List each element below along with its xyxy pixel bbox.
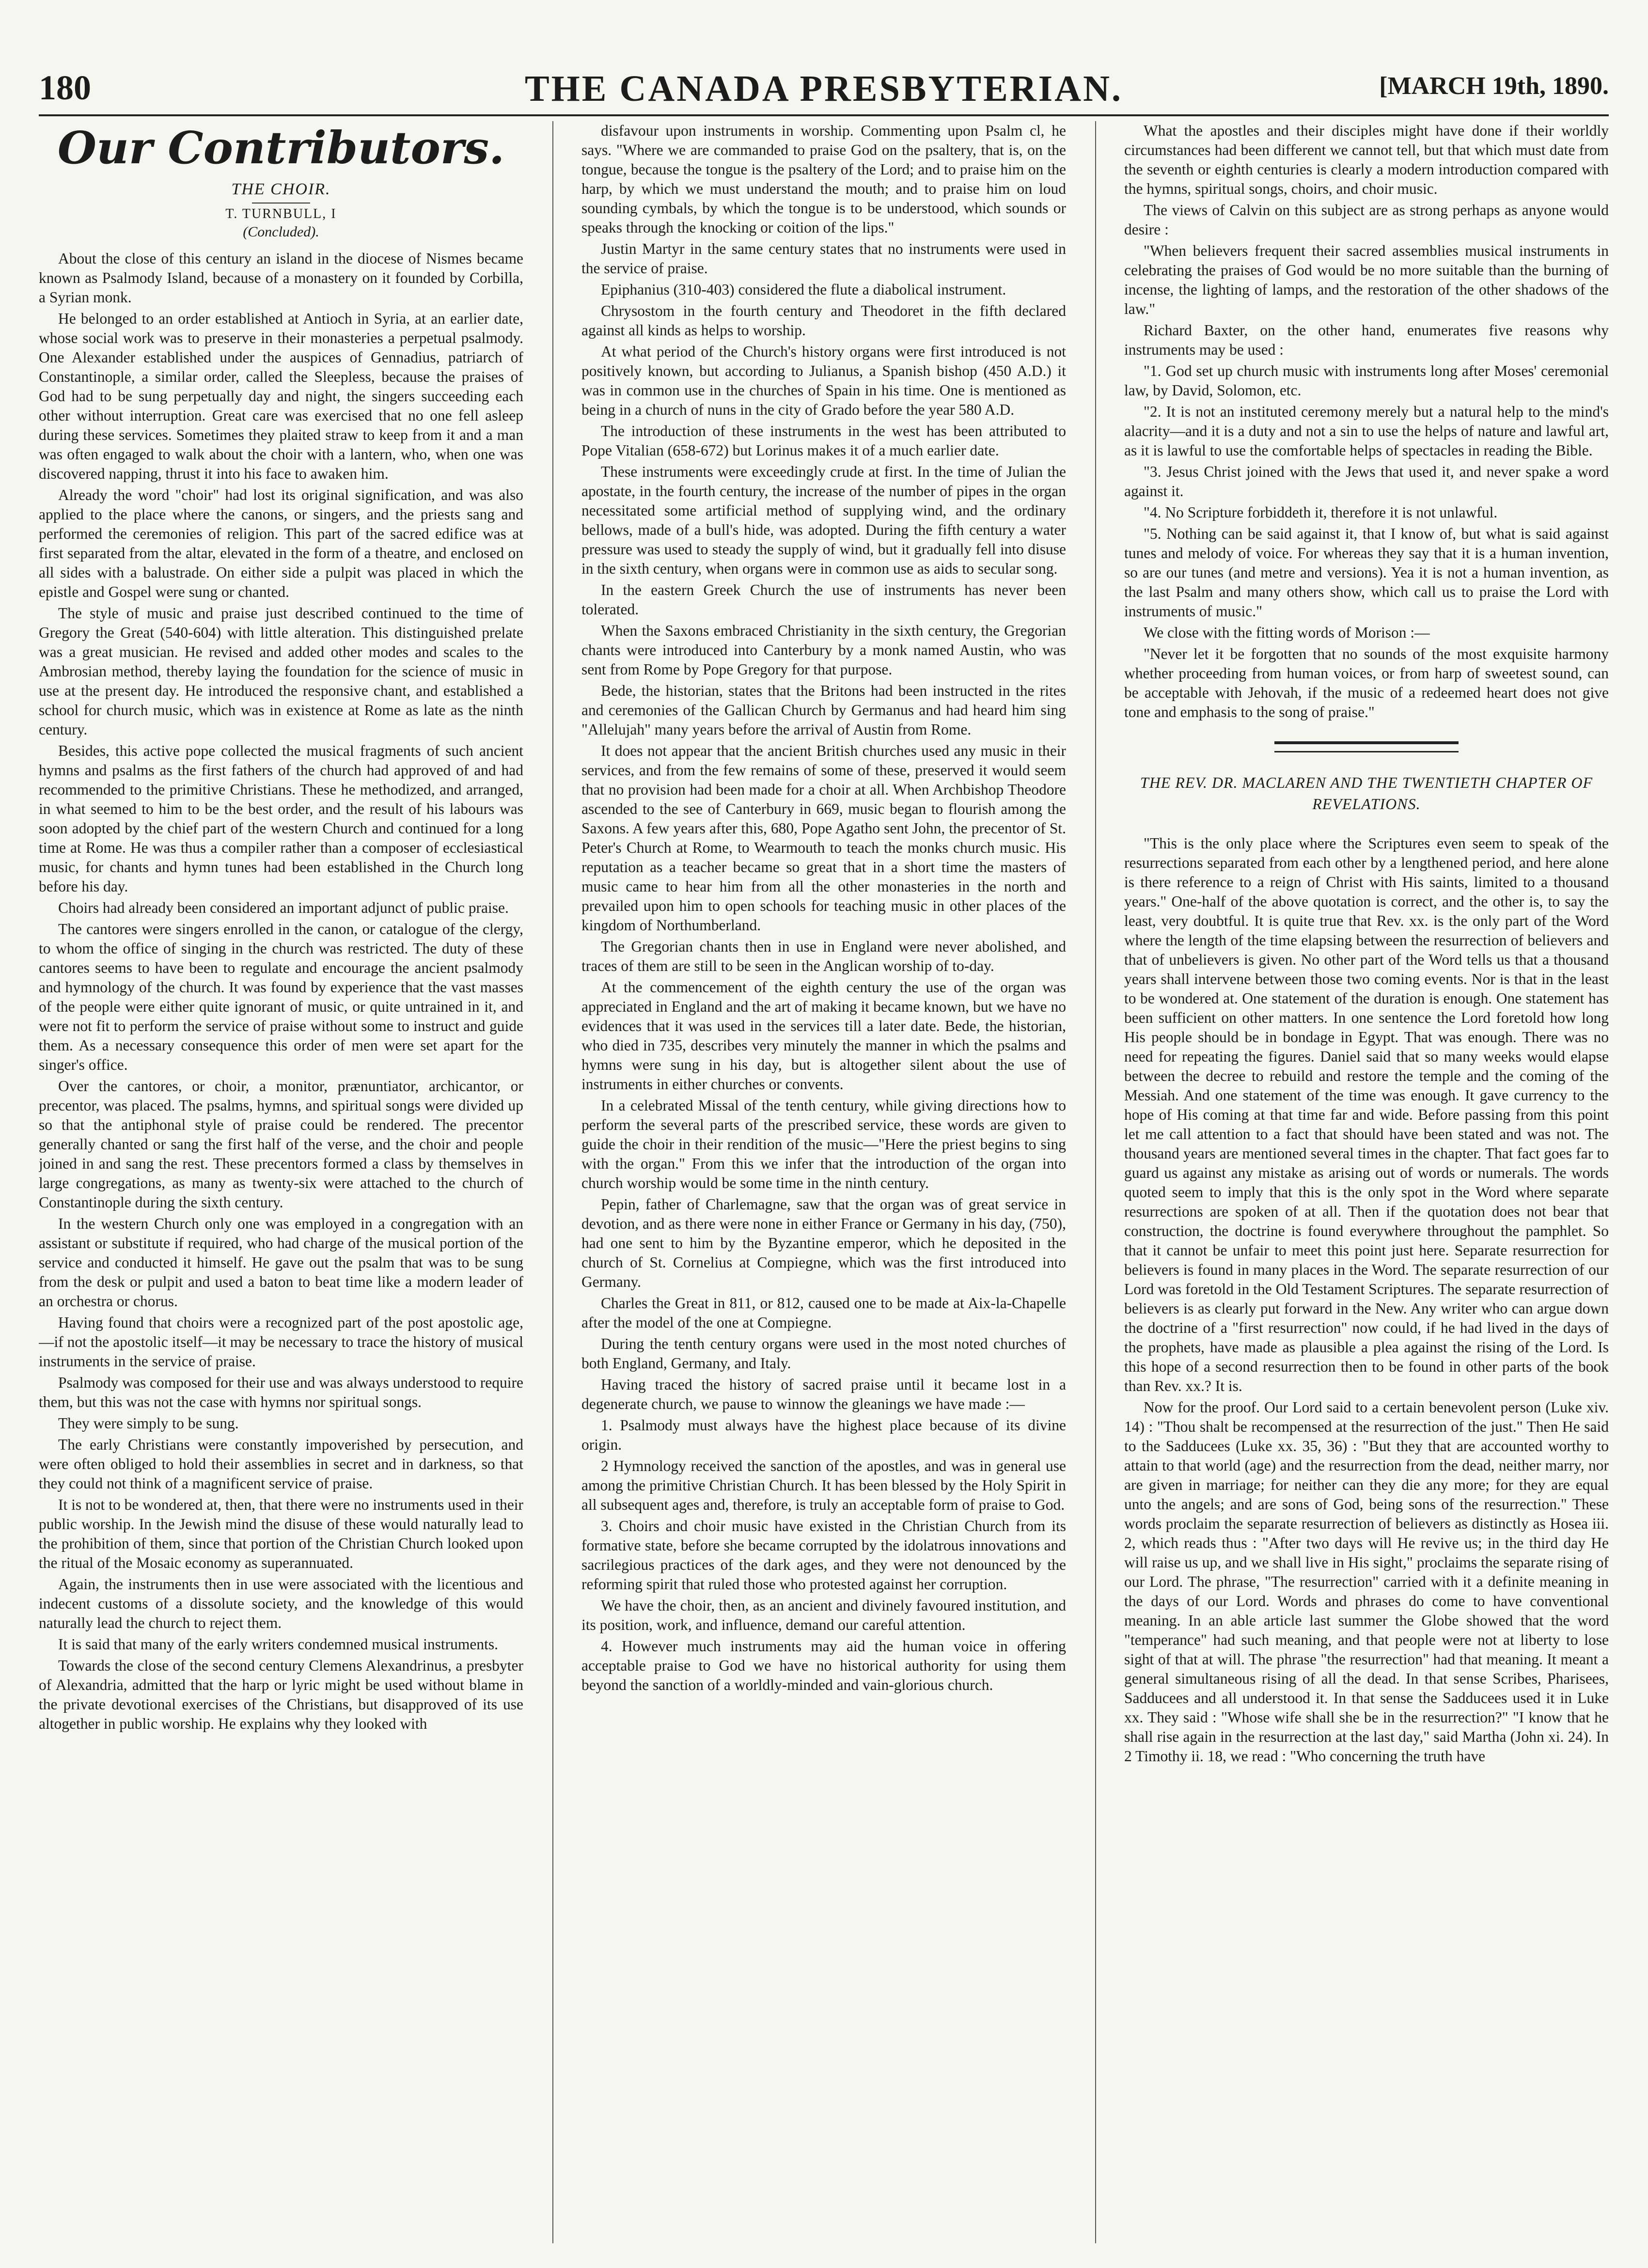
- paragraph: "When believers frequent their sacred assemblies musical instruments in celebrating the praises of God would be no more suitable than the burning of incense, the lighting of lamps, and the restoration of the other shadows of the law.": [1124, 242, 1609, 317]
- paragraph: We close with the fitting words of Morison :—: [1144, 624, 1430, 641]
- column-divider: [552, 121, 553, 2243]
- newspaper-title: THE CANADA PRESBYTERIAN.: [524, 68, 1123, 109]
- paragraph: Choirs had already been considered an important adjunct of public praise.: [58, 899, 509, 916]
- paragraph: The introduction of these instruments in the west has been attributed to Pope Vitalian (658-672) but Lorinus makes it of a much earlier date.: [581, 422, 1066, 459]
- paragraph: Over the cantores, or choir, a monitor, prænuntiator, archicantor, or precentor, was placed. The psalms, hymns, and spiritual songs were divided up so that the antiphonal style of praise could be rendered. The precentor generally chanted or sang the first half of the verse, and the choir and people joined in and sang the rest. These precentors formed a class by themselves in large congregations, as many as twenty-six were attached to the church of Constantinople during the sixth century.: [39, 1078, 523, 1211]
- paragraph: Epiphanius (310-403) considered the flute a diabolical instrument.: [601, 281, 1006, 298]
- article-author: T. TURNBULL, I: [225, 206, 337, 221]
- paragraph: The cantores were singers enrolled in the canon, or catalogue of the clergy, to whom the office of singing in the church was restricted. The duty of these cantores seems to have been to regulate and encourage the ancient psalmody and hymnology of the church. It was found by experience that the vast masses of the people were either quite ignorant of music, or quite untrained in it, and were not fit to perform the service of praise without some to instruct and guide them. As a necessary consequence this order of men were set apart for the singer's office.: [39, 921, 523, 1073]
- paragraph: It does not appear that the ancient British churches used any music in their services, and from the few remains of some of these, preserved it would seem that no provision had been made for a choir at all. When Archbishop Theodore ascended to the see of Canterbury in 669, music began to flourish among the Saxons. A few years after this, 680, Pope Agatho sent John, the precentor of St. Peter's Church at Rome, to Wearmouth to teach the monks church music. His reputation as a teacher became so great that in a short time the masters of music came to hear him from all the other monasteries in the north and prevailed upon him to open schools for teaching music in other places of the kingdom of Northumberland.: [581, 742, 1066, 934]
- paragraph: 2 Hymnology received the sanction of the apostles, and was in general use among the primitive Christian Church. It has been blessed by the Holy Spirit in all subsequent ages and, therefore, is truly an acceptable form of praise to God.: [581, 1457, 1066, 1513]
- paragraph: "1. God set up church music with instruments long after Moses' ceremonial law, by David, Solomon, etc.: [1124, 362, 1609, 399]
- paragraph: "This is the only place where the Scriptures even seem to speak of the resurrections separated from each other by a lengthened period, and here alone is there reference to a reign of Christ with His saints, limited to a thousand years." One-half of the above quotation is correct, and the other is, to say the least, very doubtful. It is quite true that Rev. xx. is the only part of the Word where the length of the time elapsing between the resurrection of believers and that of unbelievers is given. No other part of the Word tells us that a thousand years shall intervene between those two coming events. Nor is that in the least to be wondered at. One statement of the duration is enough. One statement has been sufficient on other matters. In one sentence the Lord foretold how long His people should be in bondage in Egypt. That was enough. There was no need for repeating the figures. Daniel said that so many weeks would elapse between the decree to rebuild and restore the temple and the coming of the Messiah. And one statement of the time was enough. It gave currency to the hope of His coming at that time far and wide. Before passing from this point let me call attention to a fact that should have been stated and was not. The thousand years are mentioned several times in the chapter. That fact goes far to guard us against any mistake as arising out of words or numerals. The words quoted seem to imply that this is the only spot in the Word where separate resurrections are spoken of at all. Then if the quotation does not bear that construction, the doctrine is found everywhere throughout the pamphlet. So that it cannot be unfair to meet this point just here. Separate resurrection for believers is found in many places in the Word. The separate resurrection of our Lord was foretold in the Old Testament Scriptures. The separate resurrection of believers is as clearly put forward in the New. Any writer who can argue down the doctrine of a "first resurrection" now could, if he had lived in the days of the prophets, have made as plausible a plea against the rising of the Lord. Is this hope of a second resurrection then to be found in other parts of the book than Rev. xx.? It is.: [1124, 835, 1609, 1394]
- paragraph: "5. Nothing can be said against it, that I know of, but what is said against tunes and melody of voice. For whereas they say that it is a human invention, so are our tunes (and metre and versions). Yea it is not a human invention, as the last Psalm and many others show, which call us to praise the Lord with instruments of music.": [1124, 525, 1609, 620]
- paragraph: In a celebrated Missal of the tenth century, while giving directions how to perform the several parts of the prescribed service, these words are given to guide the choir in their rendition of the music—"Here the priest begins to sing with the organ." From this we infer that the introduction of the organ into church worship would be some time in the ninth century.: [581, 1097, 1066, 1191]
- paragraph: disfavour upon instruments in worship. Commenting upon Psalm cl, he says. "Where we are commanded to praise God on the psaltery, that is, on the tongue, because the tongue is the psaltery of the Lord; and to praise him on the harp, by which we must understand the mouth; and to praise him on loud sounding cymbals, by which the tongue is to be understood, which sounds or speaks through the knocking or coition of the lips.": [581, 122, 1066, 236]
- paragraph: These instruments were exceedingly crude at first. In the time of Julian the apostate, in the fourth century, the increase of the number of pipes in the organ necessitated some artificial method of supplying wind, and the ordinary bellows, made of a bull's hide, was adopted. During the fifth century a water pressure was used to steady the supply of wind, but it gradually fell into disuse in the sixth century, when organs were in common use as aids to secular song.: [581, 463, 1066, 577]
- paragraph: Justin Martyr in the same century states that no instruments were used in the service of praise.: [581, 240, 1066, 277]
- column-divider: [1095, 121, 1096, 2243]
- paragraph: "Never let it be forgotten that no sounds of the most exquisite harmony whether proceeding from human voices, or from harp of sweetest sound, can be acceptable with Jehovah, if the music of a redeemed heart does not give tone and emphasis to the song of praise.": [1124, 645, 1609, 720]
- paragraph: At the commencement of the eighth century the use of the organ was appreciated in England and the art of making it became known, but we have no evidences that it was used in the services till a later date. Bede, the historian, who died in 735, describes very minutely the manner in which the psalms and hymns were sung in his day, but is altogether silent about the use of instruments in either churches or convents.: [581, 979, 1066, 1093]
- paragraph: Having traced the history of sacred praise until it became lost in a degenerate church, we pause to winnow the gleanings we have made :—: [581, 1376, 1066, 1412]
- paragraph: 3. Choirs and choir music have existed in the Christian Church from its formative state, before she became corrupted by the idolatrous innovations and sacrilegious practices of the dark ages, and they were not denounced by the reforming spirit that ruled those who protested against her corruption.: [581, 1517, 1066, 1593]
- paragraph: Chrysostom in the fourth century and Theodoret in the fifth declared against all kinds as helps to worship.: [581, 302, 1066, 339]
- issue-date: [MARCH 19th, 1890.: [1379, 72, 1609, 100]
- article-note: (Concluded).: [243, 224, 319, 240]
- header-rule: [39, 114, 1609, 116]
- paragraph: Richard Baxter, on the other hand, enumerates five reasons why instruments may be used :: [1124, 322, 1609, 358]
- article-body: [581, 121, 1066, 1695]
- article-body: [1124, 121, 1609, 722]
- paragraph: The Gregorian chants then in use in England were never abolished, and traces of them are still to be seen in the Anglican worship of to-day.: [581, 938, 1066, 974]
- paragraph: Bede, the historian, states that the Britons had been instructed in the rites and ceremonies of the Gallican Church by Germanus and had heard him sing "Allelujah" many years before the arrival of Austin from Rome.: [581, 682, 1066, 738]
- article-body: [39, 249, 523, 1734]
- column-1: [39, 121, 523, 2243]
- section-title: Our Contributors.: [57, 122, 505, 174]
- paragraph: In the western Church only one was employed in a congregation with an assistant or substitute if required, who had charge of the musical portion of the service and conducted it himself. He gave out the psalm that was to be sung from the desk or pulpit and used a baton to beat time like a modern leader of an orchestra or chorus.: [39, 1215, 523, 1310]
- paragraph: We have the choir, then, as an ancient and divinely favoured institution, and its position, work, and influence, demand our careful attention.: [581, 1597, 1066, 1633]
- article-body: [1124, 834, 1609, 1766]
- section-ornament: [1274, 741, 1459, 752]
- paragraph: When the Saxons embraced Christianity in the sixth century, the Gregorian chants were introduced into Canterbury by a monk named Austin, who was sent from Rome by Pope Gregory for that purpose.: [581, 622, 1066, 678]
- paragraph: Psalmody was composed for their use and was always understood to require them, but this was not the case with hymns nor spiritual songs.: [39, 1374, 523, 1410]
- paragraph: The early Christians were constantly impoverished by persecution, and were often obliged to hold their assemblies in secret and in darkness, so that they could not think of a magnificent service of praise.: [39, 1436, 523, 1492]
- paragraph: 4. However much instruments may aid the human voice in offering acceptable praise to God we have no historical authority for using them beyond the sanction of a worldly-minded and vain-glorious church.: [581, 1638, 1066, 1693]
- paragraph: Besides, this active pope collected the musical fragments of such ancient hymns and psalms as the first fathers of the church had approved of and had recommended to the primitive Christians. These he methodized, and arranged, in what seemed to him to be the best order, and the result of his labours was soon adopted by the chief part of the western Church and continued for a long time at Rome. He was thus a compiler rather than a composer of ecclesiastical music, for chants and hymn tunes had been established in the Church long before his day.: [39, 742, 523, 895]
- paragraph: What the apostles and their disciples might have done if their worldly circumstances had been different we cannot tell, but that which must date from the seventh or eighth centuries is clearly a modern introduction compared with the hymns, spiritual songs, choirs, and choir music.: [1124, 122, 1609, 197]
- column-2: [581, 121, 1066, 2243]
- paragraph: Pepin, father of Charlemagne, saw that the organ was of great service in devotion, and as there were none in either France or Germany in his day, (750), had one sent to him by the Byzantine emperor, which he deposited in the church of St. Cornelius at Compiegne, which was the first introduced into Germany.: [581, 1196, 1066, 1290]
- paragraph: At what period of the Church's history organs were first introduced is not positively known, but according to Julianus, a Spanish bishop (450 A.D.) it was in common use in the churches of Spain in his time. One is mentioned as being in a church of nuns in the city of Grado before the year 580 A.D.: [581, 343, 1066, 418]
- paragraph: It is said that many of the early writers condemned musical instruments.: [58, 1636, 499, 1653]
- article-title: THE REV. DR. MACLAREN AND THE TWENTIETH CHAPTER OF REVELATIONS.: [1140, 774, 1593, 813]
- column-3: [1124, 121, 1609, 2243]
- paragraph: Towards the close of the second century Clemens Alexandrinus, a presbyter of Alexandria, admitted that the harp or lyric might be used without blame in the private devotional exercises of the Christians, but disapproved of its use altogether in public worship. He explains why they looked with: [39, 1657, 523, 1732]
- page-number: 180: [39, 68, 91, 107]
- paragraph: The views of Calvin on this subject are as strong perhaps as anyone would desire :: [1124, 202, 1609, 238]
- paragraph: "3. Jesus Christ joined with the Jews that used it, and never spake a word against it.: [1124, 463, 1609, 500]
- paragraph: In the eastern Greek Church the use of instruments has never been tolerated.: [581, 581, 1066, 618]
- paragraph: Now for the proof. Our Lord said to a certain benevolent person (Luke xiv. 14) : "Thou shalt be recompensed at the resurrection of the just." Then He said to the Sadducees (Luke xx. 35, 36) : "But they that are accounted worthy to attain to that world (age) and the resurrection from the dead, neither marry, nor are given in marriage; for neither can they die any more; for they are equal unto the angels; and are sons of God, being sons of the resurrection." These words proclaim the separate resurrection of believers as distinctly as Hosea iii. 2, which reads thus : "After two days will He revive us; in the third day He will raise us up, and we shall live in His sight," proclaims the separate rising of our Lord. The phrase, "The resurrection" carried with it a definite meaning in the days of our Lord. Words and phrases do come to have conventional meaning. In an able article last summer the Globe showed that the word "temperance" had such meaning, and that people were not at liberty to lose sight of that at will. The phrase "the resurrection" had that meaning. It meant a general simultaneous rising of all the dead. In that sense Scribes, Pharisees, Sadducees and all understood it. In that sense the Sadducees used it in Luke xx. They said : "Whose wife shall she be in the resurrection?" "I know that he shall rise again in the resurrection at the last day," said Martha (John xi. 24). In 2 Timothy ii. 18, we read : "Who concerning the truth have: [1124, 1399, 1609, 1765]
- paragraph: 1. Psalmody must always have the highest place because of its divine origin.: [581, 1417, 1066, 1453]
- paragraph: During the tenth century organs were used in the most noted churches of both England, Germany, and Italy.: [581, 1335, 1066, 1372]
- paragraph: It is not to be wondered at, then, that there were no instruments used in their public worship. In the Jewish mind the disuse of these would naturally lead to the prohibition of them, since that portion of the Christian Church looked upon the ritual of the Mosaic economy as superannuated.: [39, 1496, 523, 1571]
- paragraph: Having found that choirs were a recognized part of the post apostolic age,—if not the apostolic itself—it may be necessary to trace the history of musical instruments in the service of praise.: [39, 1314, 523, 1370]
- paragraph: He belonged to an order established at Antioch in Syria, at an earlier date, whose social work was to preserve in their monasteries a perpetual psalmody. One Alexander established under the auspices of Gennadius, patriarch of Constantinople, a similar order, called the Sleepless, because the praises of God had to be sung perpetually day and night, the singers succeeding each other without interruption. Great care was exercised that no one fell asleep during these services. Sometimes they plaited straw to keep from it and a man was often engaged to walk about the choir with a lantern, who, when one was discovered napping, thrust it into his face to awaken him.: [39, 310, 523, 482]
- paragraph: "4. No Scripture forbiddeth it, therefore it is not unlawful.: [1144, 504, 1498, 521]
- article-title: THE CHOIR.: [231, 180, 331, 198]
- paragraph: The style of music and praise just described continued to the time of Gregory the Great (540-604) with little alteration. This distinguished prelate was a great musician. He revised and added other modes and scales to the Ambrosian method, thereby laying the foundation for the science of music in use at the present day. He introduced the responsive chant, and established a school for church music, which was in existence at Rome as late as the ninth century.: [39, 605, 523, 738]
- page-header: [39, 68, 1609, 111]
- paragraph: "2. It is not an instituted ceremony merely but a natural help to the mind's alacrity—and it is a duty and not a sin to use the helps of nature and lawful art, as it is lawful to use the comfortable helps of spectacles in reading the Bible.: [1124, 403, 1609, 459]
- paragraph: They were simply to be sung.: [58, 1415, 239, 1432]
- paragraph: Again, the instruments then in use were associated with the licentious and indecent customs of a dissolute society, and the knowledge of this would naturally lead the church to reject them.: [39, 1576, 523, 1631]
- paragraph: Charles the Great in 811, or 812, caused one to be made at Aix-la-Chapelle after the model of the one at Compiegne.: [581, 1295, 1066, 1331]
- paragraph: Already the word "choir" had lost its original signification, and was also applied to the place where the canons, or singers, and the priests sang and performed the ceremonies of religion. This part of the sacred edifice was at first separated from the altar, elevated in the form of a theatre, and enclosed on all sides with a balustrade. On either side a pulpit was placed in which the epistle and Gospel were sung or chanted.: [39, 486, 523, 600]
- paragraph: About the close of this century an island in the diocese of Nismes became known as Psalmody Island, because of a monastery on it founded by Corbilla, a Syrian monk.: [39, 250, 523, 306]
